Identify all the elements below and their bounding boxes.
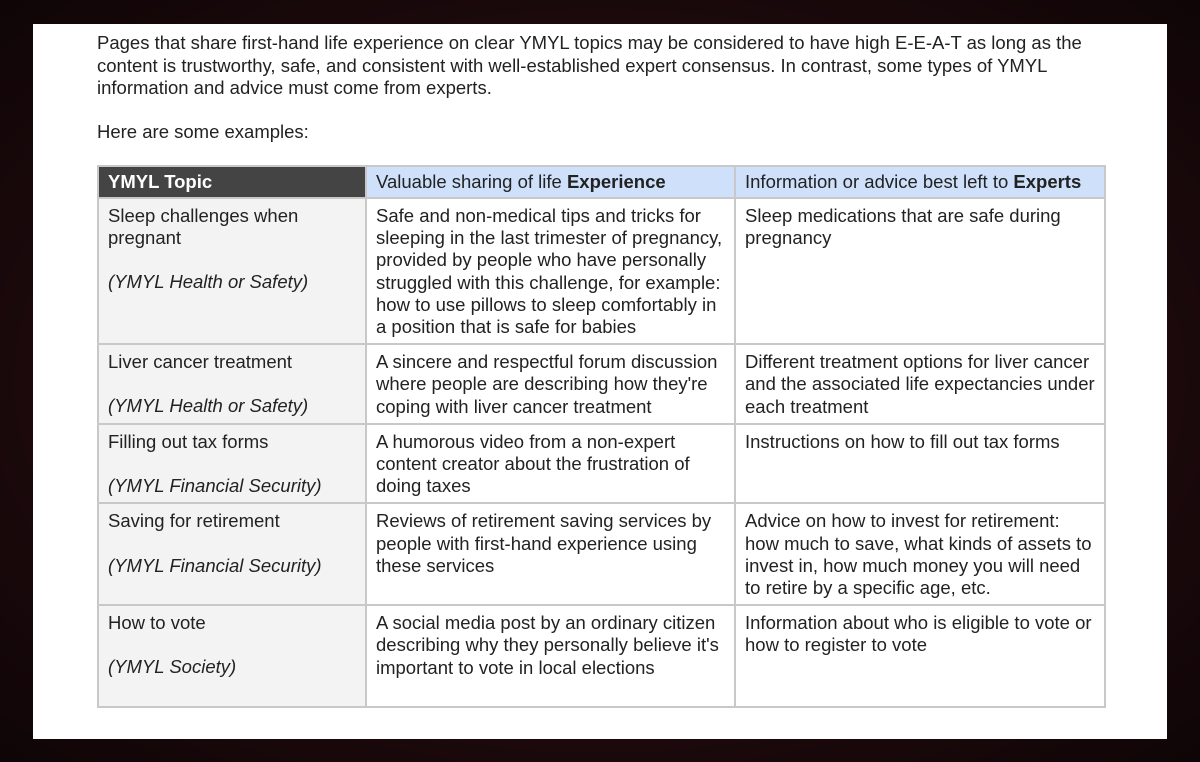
examples-label: Here are some examples: <box>97 121 309 142</box>
experience-cell: A humorous video from a non-expert content creator about the frustration of doing taxes <box>366 424 735 504</box>
expert-cell: Sleep medications that are safe during pregnancy <box>735 198 1105 344</box>
table-row <box>98 424 1105 504</box>
topic-cell <box>98 424 366 504</box>
topic-category: (YMYL Financial Security) <box>108 475 322 497</box>
topic-category: (YMYL Society) <box>108 656 237 678</box>
header-expert-bold: Experts <box>1013 170 1082 192</box>
experience-cell: A social media post by an ordinary citizen describing why they personally believe it's important to vote in local elections <box>366 605 735 706</box>
experience-cell: Reviews of retirement saving services by people with first-hand experience using these services <box>366 503 735 605</box>
table-row <box>98 198 1105 344</box>
expert-cell: Advice on how to invest for retirement: how much to save, what kinds of assets to invest in, how much money you will need to retire by a specific age, etc. <box>735 503 1105 605</box>
experience-cell: Safe and non-medical tips and tricks for sleeping in the last trimester of pregnancy, provided by people who have personally struggled with this challenge, for example: how to use pillows to sleep comfortably in a position that is safe for babies <box>366 198 735 344</box>
topic-cell <box>98 503 366 605</box>
document-page <box>33 24 1167 739</box>
topic-cell <box>98 605 366 706</box>
table-row <box>98 503 1105 605</box>
experience-cell: A sincere and respectful forum discussion where people are describing how they're coping with liver cancer treatment <box>366 344 735 424</box>
header-experience-prefix: Valuable sharing of life <box>376 170 567 192</box>
table-header-row <box>98 166 1105 198</box>
intro-paragraph: Pages that share first-hand life experience on clear YMYL topics may be considered to have high E-E-A-T as long as the content is trustworthy, safe, and consistent with well-established expert consensus. In contrast, some types of YMYL information and advice must come from experts. <box>97 32 1082 98</box>
topic-name: Saving for retirement <box>108 510 280 532</box>
topic-name: Sleep challenges when pregnant <box>108 205 299 249</box>
topic-name: How to vote <box>108 612 206 634</box>
expert-cell: Information about who is eligible to vote or how to register to vote <box>735 605 1105 706</box>
header-experience <box>366 166 735 198</box>
topic-cell <box>98 198 366 344</box>
row-spacer <box>108 679 356 701</box>
topic-category: (YMYL Health or Safety) <box>108 395 309 417</box>
header-experts <box>735 166 1105 198</box>
header-ymyl-topic: YMYL Topic <box>98 166 366 198</box>
topic-cell <box>98 344 366 424</box>
header-expert-prefix: Information or advice best left to <box>745 170 1014 192</box>
expert-cell: Instructions on how to fill out tax forms <box>735 424 1105 504</box>
topic-name: Filling out tax forms <box>108 430 269 452</box>
topic-category: (YMYL Financial Security) <box>108 554 322 576</box>
table-row <box>98 605 1105 706</box>
header-experience-bold: Experience <box>566 170 666 192</box>
expert-cell: Different treatment options for liver cancer and the associated life expectancies under each treatment <box>735 344 1105 424</box>
topic-category: (YMYL Health or Safety) <box>108 271 309 293</box>
table-row <box>98 344 1105 424</box>
topic-name: Liver cancer treatment <box>108 351 293 373</box>
ymyl-examples-table <box>97 165 1106 708</box>
